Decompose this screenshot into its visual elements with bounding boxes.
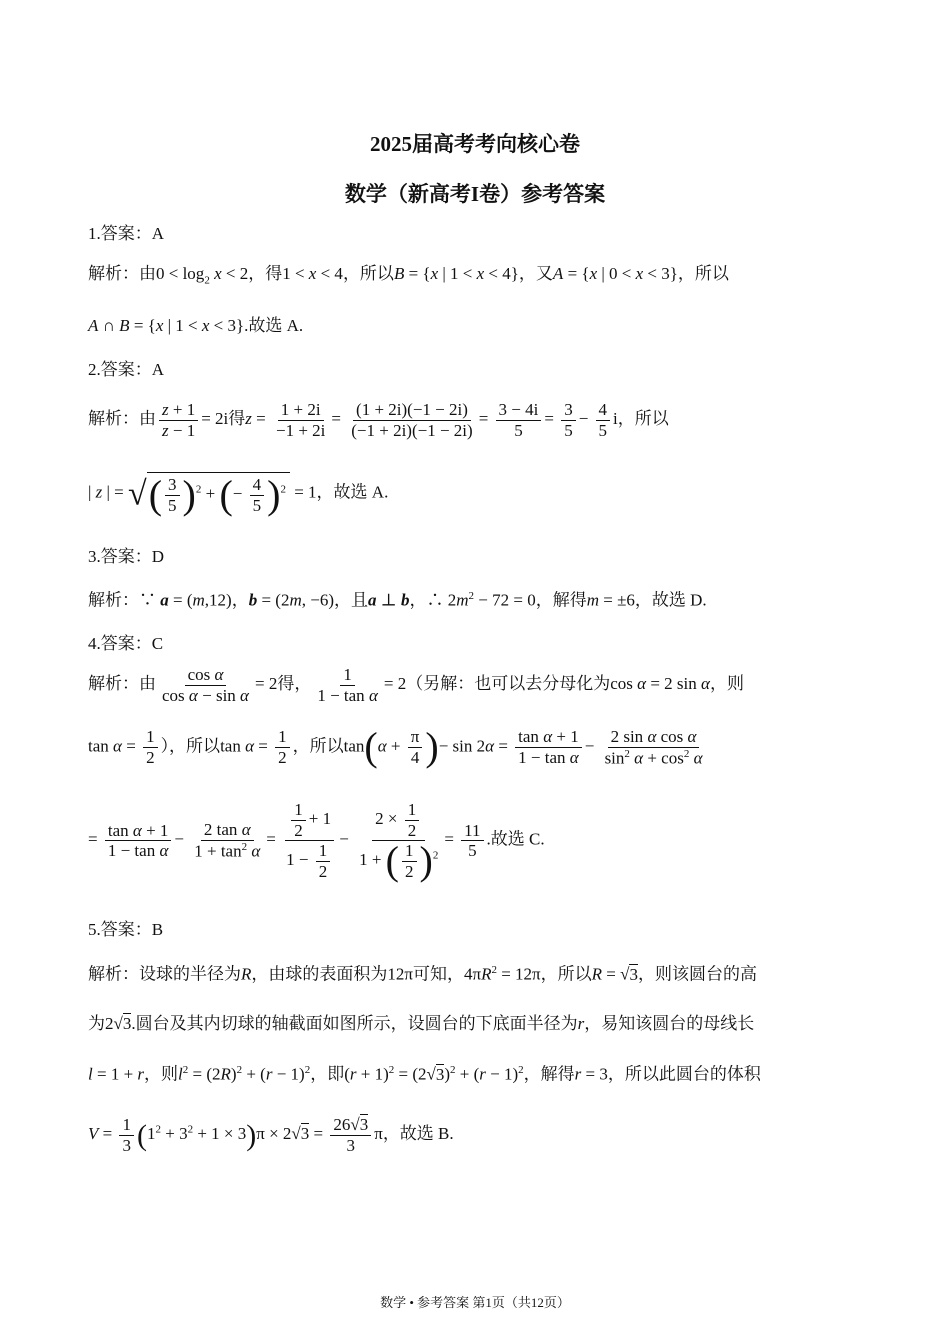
q2-answer: 2.答案：A <box>88 360 165 379</box>
q5-solution-line1: 解析：设球的半径为R，由球的表面积为12π可知，$4\pi R^2 = 12\pi$，所以R = √3，则该圆台的高 <box>88 964 757 984</box>
q4-answer: 4.答案：C <box>88 634 164 653</box>
q5-solution-line4: V = $\frac{1}{3}$ $(1^2 + 3^2 + 1 \times 3)\pi \times 2√3$ = $\frac{26√3}{3}$ π，故选 B. <box>88 1115 454 1155</box>
q4-solution-line3: = $\frac{\text{tan α + 1}}{\text{1 − tan α}}$ − $\frac{\text{2 tan α}}{1 + \tan^2 \alpha}$ = $\frac{1}{2}$ + 1 1 − $\frac{1}{2}$ − 2 × $\frac{1}{2}$ 1 + ( $\frac{1}{2}$ )$^2$ = $\frac{11}{5}$ .故选 C. <box>88 800 545 884</box>
q1-answer: 1.答案：A <box>88 224 165 243</box>
q5-solution-line2: 为2√3.圆台及其内切球的轴截面如图所示，设圆台的下底面半径为r，易知该圆台的母线长 <box>88 1014 755 1033</box>
q4-solution-line1: 解析：由 $\frac{\text{cos α}}{\text{cos α − sin α}}$ = 2得， $\frac{1}{\text{1 − tan α}}$ = 2（另解：也可以去分母化为cos α = 2 sin α，则 <box>88 665 744 705</box>
q3-answer: 3.答案：D <box>88 547 165 566</box>
q1-solution-line2: A ∩ B = {x | 1 < x < 3}.故选 A. <box>88 316 304 335</box>
page-title: 2025届高考考向核心卷 <box>370 132 580 156</box>
q5-answer: 5.答案：B <box>88 920 164 939</box>
q2-solution-line2: | z | = √( $\frac{3}{5}$ )$^2$ + (− $\frac{4}{5}$ )$^2$ = 1，故选 A. <box>88 472 389 518</box>
q2-solution-line1: 解析：由 $\frac{z + 1}{z - 1}$ = 2i得z = $\frac{1 + 2i}{-1 + 2i}$ = $\frac{(1 + 2i)(-1 - 2i)}{(-1 + 2i)(-1 - 2i)}$ = $\frac{3 - 4i}{5}$ = $\frac{3}{5}$ − $\frac{4}{5}$ i，所以 <box>88 400 669 440</box>
q4-solution-line2: tan α = $\frac{1}{2}$ ），所以tan α = $\frac{1}{2}$ ，所以tan(α + $\frac{\pi}{4}$ )− sin 2α = $\frac{\text{tan α + 1}}{\text{1 − tan α}}$ − $\frac{\text{2 sin α cos α}}{\sin^2 \alpha + \cos^2 \alpha}$ <box>88 724 703 770</box>
page-subtitle: 数学（新高考I卷）参考答案 <box>344 182 606 206</box>
q5-solution-line3: l = 1 + r，则$l^2 = (2R)^2 + (r - 1)^2$，即$(r + 1)^2 = (2√3)^2 + (r - 1)^2$，解得r = 3，所以此圆台的体积 <box>88 1064 761 1084</box>
page-footer: 数学 • 参考答案 第1页（共12页） <box>380 1295 570 1310</box>
q3-solution: 解析：∵ a = (m,12)，b = (2m, −6)，且a ⊥ b，∴ $2m^2 - 72 = 0$，解得m = ±6，故选 D. <box>88 590 707 610</box>
q1-solution-line1: 解析：由$0 < \log_2 x < 2$，得1 < x < 4，所以B = {x | 1 < x < 4}，又A = {x | 0 < x < 3}，所以 <box>88 264 729 287</box>
